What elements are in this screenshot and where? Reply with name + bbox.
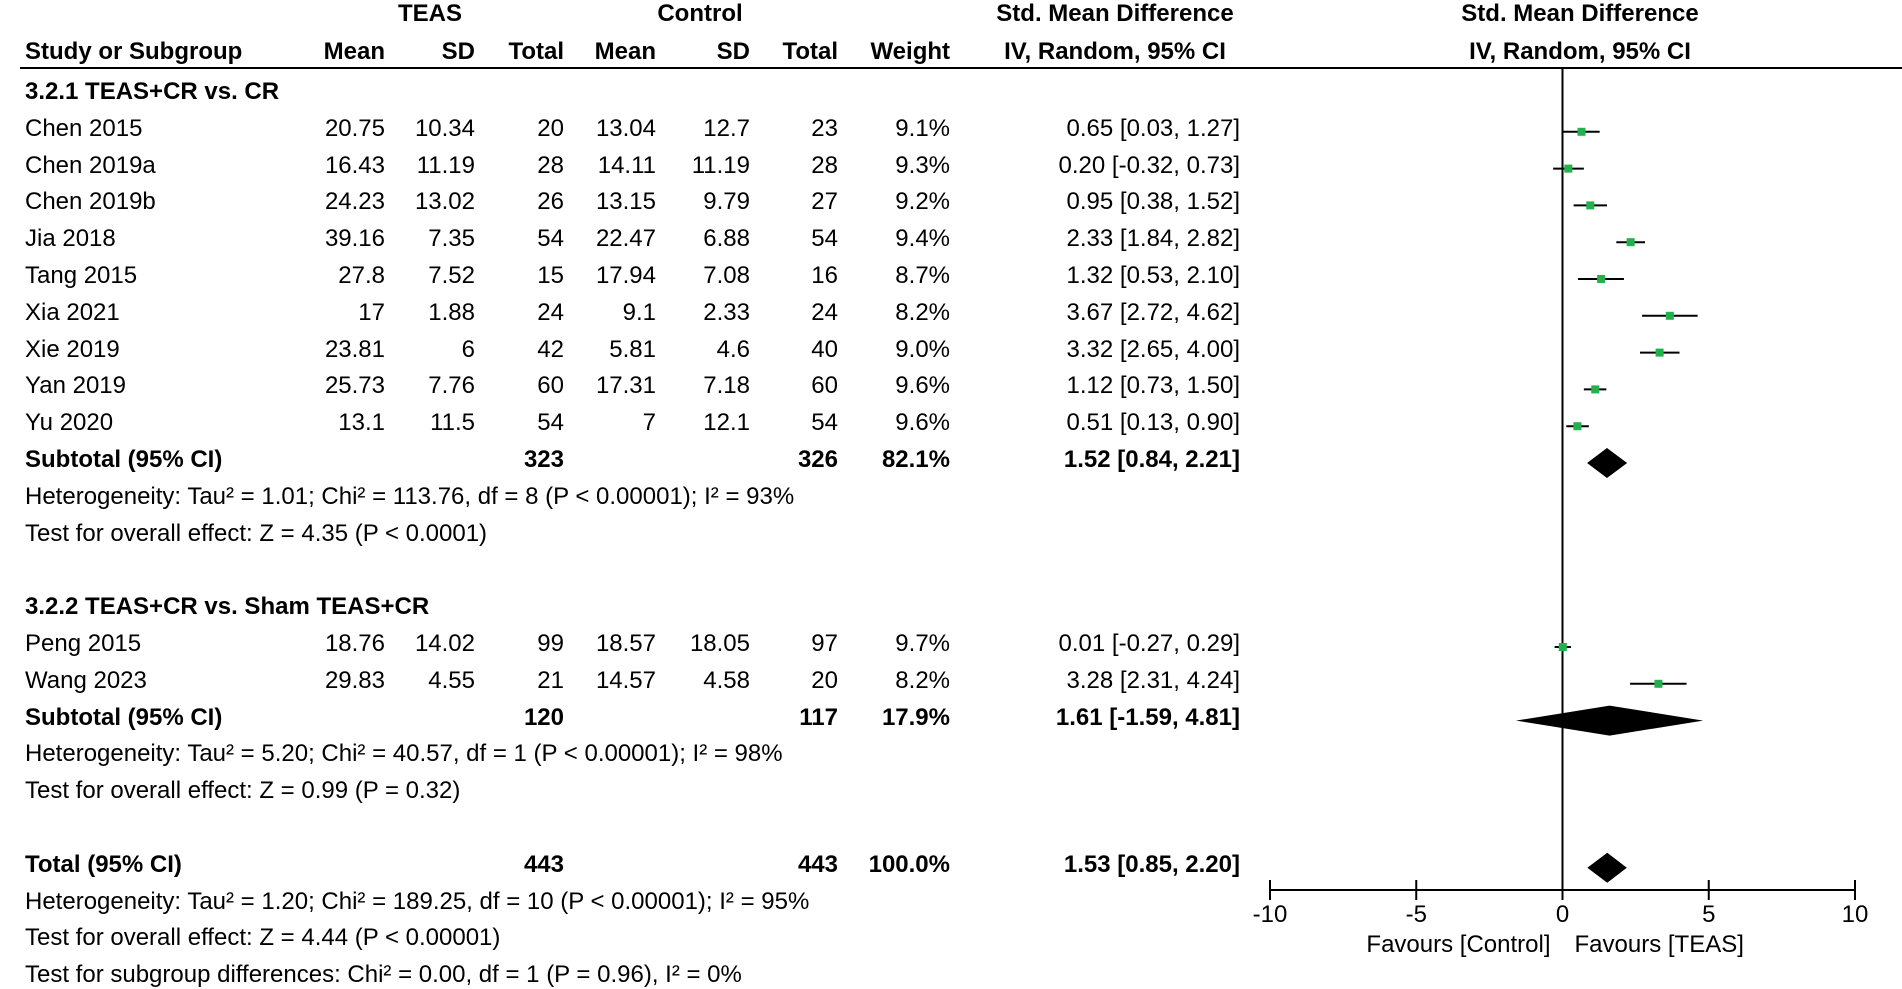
cell-total-control: 28 [811,151,838,179]
group-header-control: Control [657,0,743,27]
study-name: Yan 2019 [25,372,126,400]
cell-mean-teas: 25.73 [324,372,385,400]
cell-total-control: 40 [811,335,838,363]
cell-smd-ci: 0.65 [0.03, 1.27] [1066,114,1240,142]
effect-marker [1586,201,1594,209]
col-header-mean-control: Mean [594,38,656,65]
x-axis-tick-label: -5 [1405,901,1427,928]
cell-smd-ci: 0.95 [0.38, 1.52] [1066,188,1240,216]
cell-sd-teas: 7.35 [428,225,475,253]
cell-mean-teas: 16.43 [324,151,385,179]
cell-sd-control: 9.79 [703,188,750,216]
cell-total-control: 54 [811,409,838,437]
cell-smd-ci: 3.67 [2.72, 4.62] [1066,298,1240,326]
cell-total-control: 326 [797,446,838,473]
cell-total-control: 117 [799,703,838,731]
cell-sd-teas: 13.02 [414,188,475,216]
smd-plot-subheader: IV, Random, 95% CI [1469,38,1691,65]
col-header-total-control: Total [782,38,838,65]
cell-sd-control: 11.19 [691,151,750,179]
study-name: Chen 2015 [25,114,143,142]
cell-total-teas: 60 [537,372,564,400]
cell-sd-teas: 7.52 [428,262,475,289]
cell-weight: 9.6% [895,372,950,400]
statistics-note: Test for overall effect: Z = 4.44 (P < 0.00001) [25,924,501,952]
cell-mean-control: 18.57 [595,630,656,657]
effect-marker [1591,385,1599,393]
cell-smd-ci: 1.12 [0.73, 1.50] [1066,372,1240,400]
pooled-diamond [1587,853,1626,883]
cell-sd-control: 18.05 [689,630,750,657]
cell-sd-control: 6.88 [703,225,750,253]
cell-total-teas: 26 [537,188,564,216]
cell-total-control: 97 [811,630,838,657]
cell-weight: 100.0% [868,850,950,878]
cell-total-control: 16 [811,262,838,289]
cell-total-teas: 443 [523,850,564,878]
cell-total-teas: 323 [523,446,564,473]
study-name: Yu 2020 [25,409,114,437]
x-axis-tick-label: 10 [1841,901,1869,928]
cell-sd-teas: 14.02 [414,630,475,657]
cell-total-control: 60 [811,372,838,400]
subgroup-heading: 3.2.2 TEAS+CR vs. Sham TEAS+CR [25,593,430,621]
cell-sd-teas: 6 [461,335,475,363]
study-name: Xie 2019 [25,335,120,363]
cell-mean-teas: 20.75 [324,114,385,142]
cell-total-control: 443 [797,850,838,878]
cell-weight: 17.9% [881,703,950,731]
effect-marker [1656,349,1664,357]
cell-mean-teas: 18.76 [324,630,385,657]
cell-sd-teas: 1.88 [428,298,475,326]
cell-mean-control: 13.15 [595,188,656,216]
effect-marker [1573,422,1581,430]
col-header-weight: Weight [870,38,950,65]
cell-sd-teas: 4.55 [428,666,475,694]
smd-table-subheader: IV, Random, 95% CI [1004,38,1226,65]
cell-smd-ci: 1.32 [0.53, 2.10] [1066,262,1240,289]
x-axis-tick-label: -10 [1252,901,1288,928]
x-axis-tick-label: 0 [1555,901,1570,928]
col-header-total-teas: Total [508,38,564,65]
cell-sd-teas: 10.34 [414,114,475,142]
cell-sd-teas: 11.19 [416,151,475,179]
cell-weight: 8.7% [895,262,950,289]
cell-sd-control: 12.1 [703,409,750,437]
effect-marker [1559,643,1567,651]
cell-sd-control: 7.08 [703,262,750,289]
cell-mean-control: 9.1 [622,298,656,326]
cell-smd-ci: 1.52 [0.84, 2.21] [1063,446,1240,473]
study-name: Wang 2023 [25,666,147,694]
cell-mean-teas: 27.8 [338,262,385,289]
cell-smd-ci: 1.61 [-1.59, 4.81] [1055,703,1240,731]
effect-marker [1578,128,1586,136]
group-header-teas: TEAS [397,0,462,27]
cell-mean-control: 14.11 [597,151,656,179]
study-name: Chen 2019a [25,151,156,179]
cell-total-teas: 20 [537,114,564,142]
favours-control-label: Favours [Control] [1366,931,1551,958]
cell-total-teas: 54 [537,225,564,253]
cell-mean-teas: 39.16 [324,225,385,253]
statistics-note: Test for overall effect: Z = 4.35 (P < 0.0001) [25,519,488,547]
effect-marker [1666,312,1674,320]
cell-sd-control: 4.58 [703,666,750,694]
col-header-mean-teas: Mean [323,38,385,65]
statistics-note: Test for subgroup differences: Chi² = 0.00, df = 1 (P = 0.96), I² = 0% [25,961,742,989]
cell-weight: 9.7% [895,630,950,657]
cell-smd-ci: 1.53 [0.85, 2.20] [1063,850,1240,878]
cell-mean-control: 13.04 [595,114,656,142]
cell-total-control: 24 [811,298,838,326]
cell-total-teas: 28 [537,151,564,179]
cell-mean-control: 22.47 [595,225,656,253]
cell-total-teas: 54 [537,409,564,437]
pooled-diamond [1516,706,1703,736]
statistics-note: Test for overall effect: Z = 0.99 (P = 0.32) [25,777,461,805]
cell-sd-control: 7.18 [703,372,750,400]
cell-weight: 9.6% [895,409,950,437]
effect-marker [1564,165,1572,173]
subtotal-label: Total (95% CI) [25,850,182,878]
cell-weight: 9.1% [895,114,950,142]
cell-mean-teas: 29.83 [324,666,385,694]
cell-total-control: 27 [811,188,838,216]
col-header-study: Study or Subgroup [25,38,243,65]
x-axis-tick-label: 5 [1702,901,1716,928]
study-name: Xia 2021 [25,298,120,326]
cell-weight: 8.2% [895,298,950,326]
cell-total-teas: 24 [537,298,564,326]
cell-mean-teas: 23.81 [324,335,385,363]
cell-weight: 8.2% [895,666,950,694]
effect-marker [1654,680,1662,688]
study-name: Tang 2015 [25,262,138,289]
effect-marker [1627,238,1635,246]
cell-mean-teas: 13.1 [338,409,385,437]
cell-smd-ci: 0.20 [-0.32, 0.73] [1058,151,1240,179]
col-header-sd-teas: SD [441,38,475,65]
cell-mean-control: 7 [642,409,656,437]
cell-mean-control: 14.57 [595,666,656,694]
pooled-diamond [1587,448,1627,478]
cell-sd-teas: 11.5 [430,409,475,437]
cell-mean-teas: 17 [358,298,385,326]
cell-smd-ci: 3.32 [2.65, 4.00] [1066,335,1240,363]
cell-total-teas: 99 [537,630,564,657]
subtotal-label: Subtotal (95% CI) [25,446,223,473]
cell-total-teas: 42 [537,335,564,363]
cell-weight: 9.0% [895,335,950,363]
cell-total-control: 20 [811,666,838,694]
cell-sd-control: 2.33 [703,298,750,326]
statistics-note: Heterogeneity: Tau² = 1.01; Chi² = 113.76, df = 8 (P < 0.00001); I² = 93% [25,482,795,510]
cell-total-control: 54 [811,225,838,253]
study-name: Chen 2019b [25,188,156,216]
cell-weight: 82.1% [881,446,950,473]
cell-sd-control: 4.6 [716,335,750,363]
statistics-note: Heterogeneity: Tau² = 5.20; Chi² = 40.57, df = 1 (P < 0.00001); I² = 98% [25,740,783,768]
cell-smd-ci: 3.28 [2.31, 4.24] [1066,666,1240,694]
cell-weight: 9.2% [895,188,950,216]
smd-table-header: Std. Mean Difference [996,0,1234,27]
cell-smd-ci: 2.33 [1.84, 2.82] [1066,225,1240,253]
cell-sd-control: 12.7 [703,114,750,142]
cell-total-teas: 120 [523,703,564,731]
smd-plot-header: Std. Mean Difference [1461,0,1699,27]
cell-smd-ci: 0.01 [-0.27, 0.29] [1058,630,1240,657]
subtotal-label: Subtotal (95% CI) [25,703,223,731]
statistics-note: Heterogeneity: Tau² = 1.20; Chi² = 189.25, df = 10 (P < 0.00001); I² = 95% [25,887,810,915]
effect-marker [1597,275,1605,283]
cell-smd-ci: 0.51 [0.13, 0.90] [1066,409,1240,437]
cell-sd-teas: 7.76 [428,372,475,400]
cell-mean-control: 17.31 [595,372,656,400]
cell-mean-teas: 24.23 [324,188,385,216]
favours-teas-label: Favours [TEAS] [1574,931,1744,958]
cell-mean-control: 17.94 [595,262,656,289]
cell-total-teas: 15 [537,262,564,289]
cell-mean-control: 5.81 [609,335,656,363]
study-name: Jia 2018 [25,225,116,253]
cell-weight: 9.4% [895,225,950,253]
study-name: Peng 2015 [25,630,142,657]
cell-weight: 9.3% [895,151,950,179]
cell-total-teas: 21 [537,666,564,694]
subgroup-heading: 3.2.1 TEAS+CR vs. CR [25,78,280,105]
col-header-sd-control: SD [716,38,750,65]
cell-total-control: 23 [811,114,838,142]
